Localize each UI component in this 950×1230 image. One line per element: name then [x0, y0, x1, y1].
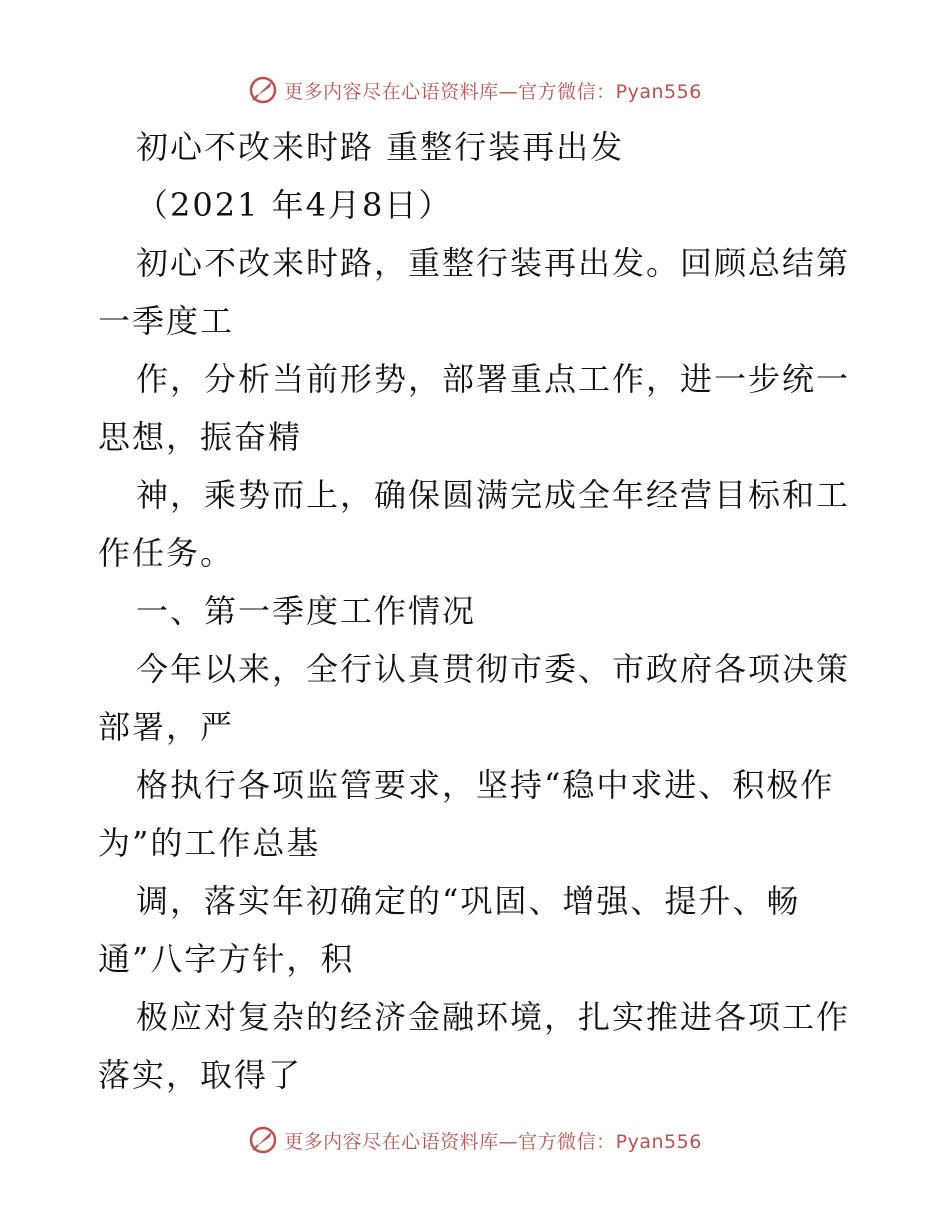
- paragraph-line: 思想，振奋精: [98, 418, 303, 456]
- document-body: [98, 118, 858, 1104]
- paragraph-line: 通”八字方针，积: [98, 940, 355, 978]
- paragraph-line: 格执行各项监管要求，坚持“稳中求进、积极作: [136, 766, 835, 804]
- paragraph-line: 作任务。: [98, 534, 235, 572]
- paragraph-line: 神，乘势而上，确保圆满完成全年经营目标和工: [136, 476, 851, 514]
- watermark-text: 更多内容尽在心语资料库—官方微信：Pyan556: [284, 1130, 702, 1153]
- paragraph-line: 落实，取得了: [98, 1056, 303, 1094]
- paragraph-line: 今年以来，全行认真贯彻市委、市政府各项决策: [136, 650, 851, 688]
- paragraph-line: 为”的工作总基: [98, 824, 321, 862]
- paragraph-line: 作，分析当前形势，部署重点工作，进一步统一: [136, 360, 851, 398]
- footer-watermark: [0, 1120, 950, 1160]
- document-title: 初心不改来时路 重整行装再出发: [136, 128, 625, 166]
- paragraph-line: 初心不改来时路，重整行装再出发。回顾总结第: [136, 244, 851, 282]
- quill-circle-icon: [248, 75, 278, 105]
- header-watermark: [0, 70, 950, 110]
- document-date: （2021 年4月8日）: [136, 186, 453, 224]
- quill-circle-icon: [248, 1125, 278, 1155]
- watermark-text: 更多内容尽在心语资料库—官方微信：Pyan556: [284, 80, 702, 103]
- section-heading: 一、第一季度工作情况: [136, 592, 477, 630]
- paragraph-line: 一季度工: [98, 302, 235, 340]
- paragraph-line: 部署，严: [98, 708, 235, 746]
- paragraph-line: 极应对复杂的经济金融环境，扎实推进各项工作: [136, 998, 851, 1036]
- paragraph-line: 调，落实年初确定的“巩固、增强、提升、畅: [136, 882, 801, 920]
